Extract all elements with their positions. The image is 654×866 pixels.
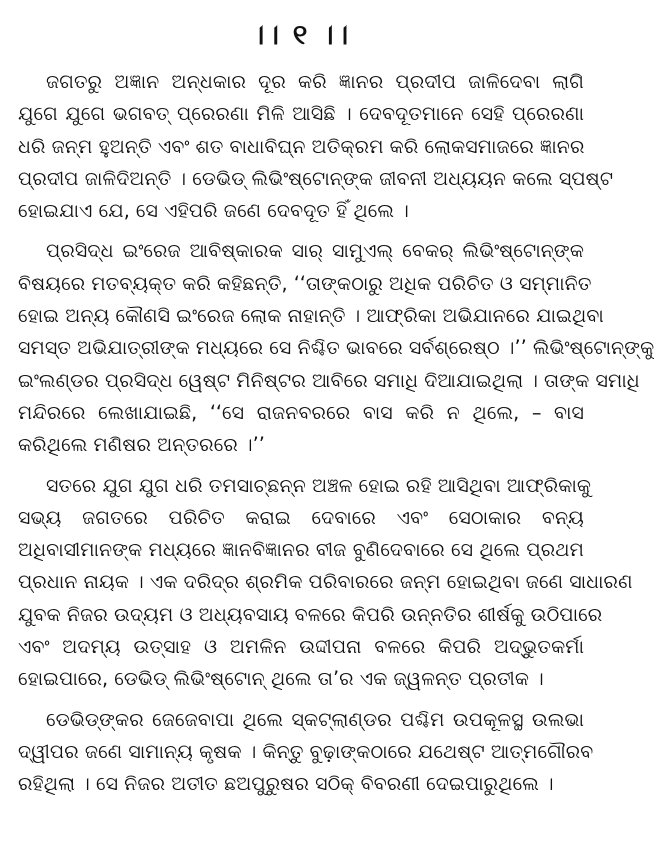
- text-line: ବିଷୟରେ ମତବ୍ୟକ୍ତ କରି କହିଛନ୍ତି, ‘‘ତାଙ୍କଠାରୁ ଅଧିକ ପରିଚିତ ଓ ସମ୍ମାନିତ: [18, 271, 592, 295]
- text-line: ହୋଇପାରେ, ଡେଭିଡ୍ ଲିଭିଂଷ୍ଟୋନ୍ ଥିଲେ ତା’ର ଏକ ଜ୍ୱଳନ୍ତ ପ୍ରତୀକ ।: [18, 667, 544, 691]
- text-line: ସଭ୍ୟ ଜଗତରେ ପରିଚିତ କରାଇ ଦେବାରେ ଏବଂ ସେଠାକାର ବନ୍ୟ: [18, 505, 584, 529]
- paragraph-4: [18, 704, 594, 801]
- text-line: ଜଗତରୁ ଅଜ୍ଞାନ ଅନ୍ଧକାର ଦୂର କରି ଜ୍ଞାନର ପ୍ରଦୀପ ଜାଳିଦେବା ଲାଗି: [46, 70, 584, 93]
- text-line: କରିଥିଲେ ମଣିଷର ଅନ୍ତରରେ ।’’: [18, 433, 265, 457]
- text-line: ପ୍ରଦୀପ ଜାଳିଦିଅନ୍ତି । ଡେଭିଡ୍ ଲିଭିଂଷ୍ଟୋନ୍‌ଙ୍କ ଜୀବନୀ ଅଧ୍ୟୟନ କଲେ ସ୍ପଷ୍ଟ: [18, 166, 614, 190]
- text-line: ଅଧିବାସୀମାନଙ୍କ ମଧ୍ୟରେ ଜ୍ଞାନବିଜ୍ଞାନର ବୀଜ ବୁଣିଦେବାରେ ସେ ଥିଲେ ପ୍ରଥମ: [18, 538, 584, 562]
- paragraph-gap: [18, 227, 584, 235]
- text-line: ଡେଭିଡ୍‌ଙ୍କର ଜେଜେବାପା ଥିଲେ ସ୍କଟ୍‌ଲାଣ୍ଡର ପଶ୍ଚିମ ଉପକୂଳସ୍ଥ ଉଲଭା: [46, 707, 584, 731]
- paragraph-gap: [18, 462, 584, 470]
- text-line: ସତରେ ଯୁଗ ଯୁଗ ଧରି ତମସାଚ୍ଛନ୍ନ ଅଞ୍ଚଳ ହୋଇ ରହି ଆସିଥିବା ଆଫ୍ରିକାକୁ: [46, 473, 592, 497]
- paragraph-1: [18, 66, 614, 227]
- paragraph-gap: [18, 696, 584, 704]
- text-line: ଦ୍ୱୀପର ଜଣେ ସାମାନ୍ୟ କୃଷକ । କିନ୍ତୁ ବୁଢ଼ାଙ୍କଠାରେ ଯଥେଷ୍ଟ ଆତ୍ମଗୌରବ: [18, 739, 594, 763]
- paragraph-3: [18, 470, 633, 696]
- paragraph-2: [18, 235, 654, 461]
- text-line: ପ୍ରଧାନ ନାୟକ । ଏକ ଦରିଦ୍ର ଶ୍ରମିକ ପରିବାରରେ ଜନ୍ମ ହୋଇଥିବା ଜଣେ ସାଧାରଣ: [18, 570, 633, 594]
- text-line: ରହିଥିଲା । ସେ ନିଜର ଅତୀତ ଛଅପୁରୁଷର ସଠିକ୍ ବିବରଣୀ ଦେଇପାରୁଥିଲେ ।: [18, 772, 554, 796]
- text-line: ଇଂଲଣ୍ଡର ପ୍ରସିଦ୍ଧ ୱେଷ୍ଟ ମିନିଷ୍ଟର ଆବିରେ ସମାଧି ଦିଆଯାଇଥିଲା । ତାଙ୍କ ସମାଧି: [18, 368, 640, 392]
- text-line: ପ୍ରସିଦ୍ଧ ଇଂରେଜ ଆବିଷ୍କାରକ ସାର୍ ସାମୁଏଲ୍ ବେକର୍ ଲିଭିଂଷ୍ଟୋନ୍‌ଙ୍କ: [46, 239, 584, 263]
- text-line: ଧରି ଜନ୍ମ ହୁଅନ୍ତି ଏବଂ ଶତ ବାଧାବିଘ୍ନ ଅତିକ୍ରମ କରି ଲୋକସମାଜରେ ଜ୍ଞାନର: [18, 134, 585, 158]
- text-line: ସମସ୍ତ ଅଭିଯାତ୍ରୀଙ୍କ ମଧ୍ୟରେ ସେ ନିଶ୍ଚିତ ଭାବରେ ସର୍ବଶ୍ରେଷ୍ଠ ।’’ ଲିଭିଂଷ୍ଟୋନ୍‌ଙ୍କୁ: [18, 336, 654, 360]
- text-line: ଯୁଗେ ଯୁଗେ ଭଗବତ୍ ପ୍ରେରଣା ମିଳି ଆସିଛି । ଦେବଦୂତମାନେ ସେହି ପ୍ରେରଣା: [18, 102, 584, 126]
- text-line: ଏବଂ ଅଦମ୍ୟ ଉତ୍ସାହ ଓ ଅମଳିନ ଉଦ୍ଦୀପନା ବଳରେ କିପରି ଅଦ୍ଭୁତକର୍ମା: [18, 635, 584, 659]
- text-line: ହୋଇଯାଏ ଯେ, ସେ ଏହିପରି ଜଣେ ଦେବଦୂତ ହିଁ ଥିଲେ ।: [18, 199, 409, 223]
- text-line: ଯୁବକ ନିଜର ଉଦ୍ୟମ ଓ ଅଧ୍ୟବସାୟ ବଳରେ କିପରି ଉନ୍ନତିର ଶୀର୍ଷକୁ ଉଠିପାରେ: [18, 602, 603, 626]
- text-line: ହୋଇ ଅନ୍ୟ କୌଣସି ଇଂରେଜ ଲୋକ ନାହାନ୍ତି । ଆଫ୍ରିକା ଅଭିଯାନରେ ଯାଇଥିବା: [18, 304, 604, 328]
- chapter-number: ।। ୧ ।।: [251, 18, 351, 51]
- text-line: ମନ୍ଦିରରେ ଲେଖାଯାଇଛି, ‘‘ସେ ରାଜନବରରେ ବାସ କରି ନ ଥିଲେ, – ବାସ: [18, 400, 584, 424]
- book-page: [18, 0, 654, 866]
